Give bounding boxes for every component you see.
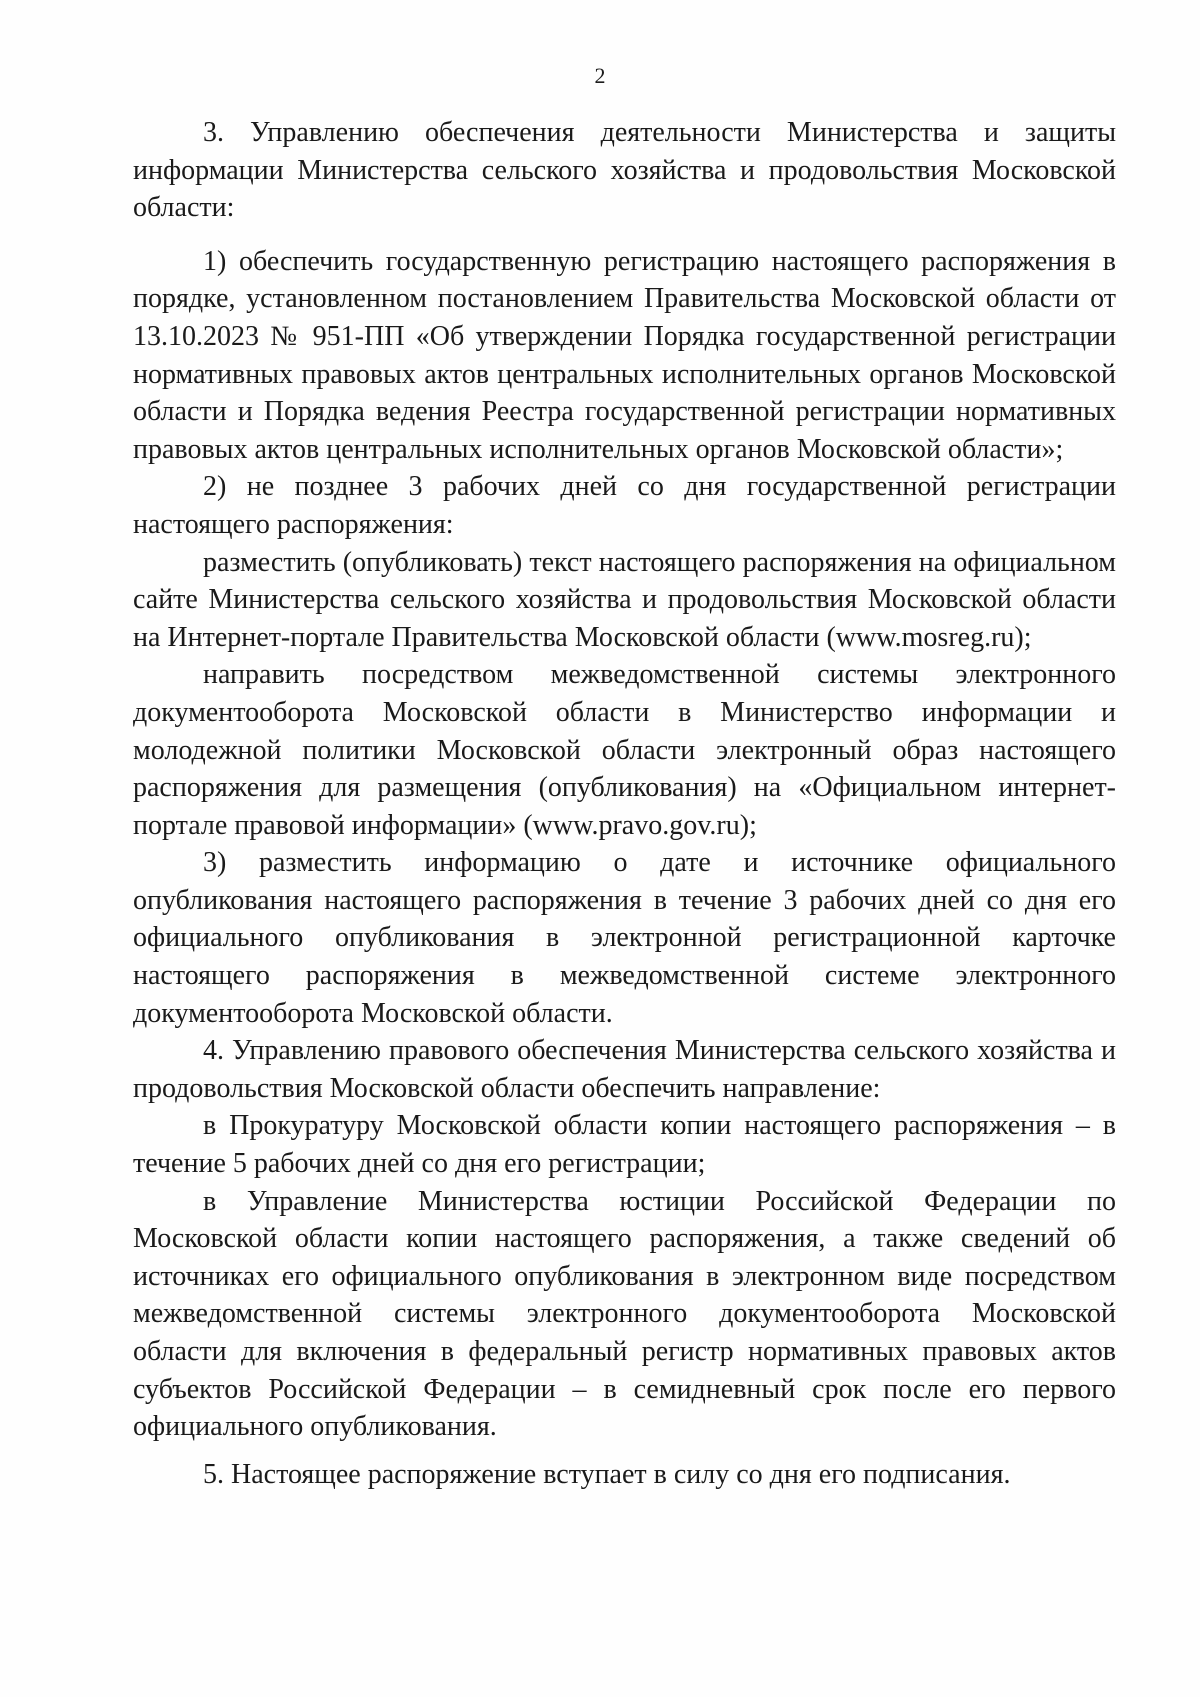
paragraph-3-intro: 3. Управлению обеспечения деятельности Министерства и защиты информации Министерства сельского хозяйства и продовольствия Московской области: — [133, 117, 1116, 224]
paragraph-4-intro: 4. Управлению правового обеспечения Министерства сельского хозяйства и продовольствия Московской области обеспечить направление: — [133, 1035, 1116, 1104]
document-body — [133, 114, 1116, 1493]
page-number: 2 — [594, 63, 606, 88]
paragraph-3-item-2-send: направить посредством межведомственной системы электронного документооборота Московской области в Министерство информации и молодежной политики Московской области электронный образ настоящего распоряжения для размещения (опубликования) на «Официальном интернет-портале правовой информации» (www.pravo.gov.ru); — [133, 659, 1116, 841]
paragraph-3-item-2: 2) не позднее 3 рабочих дней со дня государственной регистрации настоящего распоряжения: — [133, 471, 1116, 540]
paragraph-4-prosecutor: в Прокуратуру Московской области копии настоящего распоряжения – в течение 5 рабочих дней со дня его регистрации; — [133, 1110, 1116, 1180]
paragraph-3-item-3: 3) разместить информацию о дате и источнике официального опубликования настоящего распоряжения в течение 3 рабочих дней со дня его официального опубликования в электронной регистрационной карточке настоящего распоряжения в межведомственной системе электронного документооборота Московской области. — [133, 847, 1116, 1029]
paragraph-4-justice: в Управление Министерства юстиции Российской Федерации по Московской области копии настоящего распоряжения, а также сведений об источниках его официального опубликования в электронном виде посредством межведомственной системы электронного документооборота Московской области для включения в федеральный регистр нормативных правовых актов субъектов Российской Федерации – в семидневный срок после его первого официального опубликования. — [133, 1185, 1116, 1443]
paragraph-3-item-2-publish: разместить (опубликовать) текст настоящего распоряжения на официальном сайте Министерства сельского хозяйства и продовольствия Московской области на Интернет-портале Правительства Московской области (www.mosreg.ru); — [133, 546, 1116, 653]
paragraph-5: 5. Настоящее распоряжение вступает в силу со дня его подписания. — [203, 1458, 1011, 1490]
paragraph-3-item-1: 1) обеспечить государственную регистрацию настоящего распоряжения в порядке, установленном постановлением Правительства Московской области от 13.10.2023 № 951-ПП «Об утверждении Порядка государственной регистрации нормативных правовых актов центральных исполнительных органов Московской области и Порядка ведения Реестра государственной регистрации нормативных правовых актов центральных исполнительных органов Московской области»; — [133, 245, 1116, 465]
